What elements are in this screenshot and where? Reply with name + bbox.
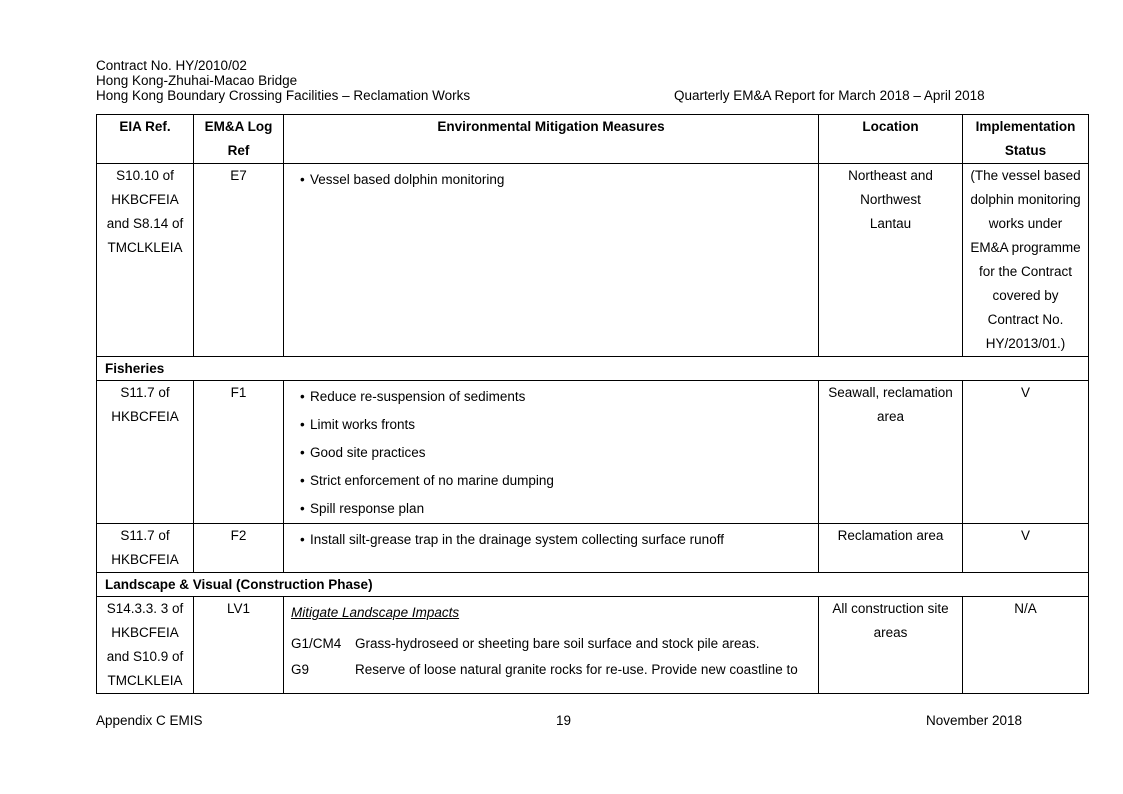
measure-text: Grass-hydroseed or sheeting bare soil surface and stock pile areas. — [355, 636, 760, 651]
col-status-line2: Status — [1004, 143, 1047, 158]
table-row — [97, 381, 1089, 524]
section-row-fisheries — [97, 357, 1089, 381]
project-name: Hong Kong-Zhuhai-Macao Bridge — [96, 73, 298, 88]
location-line: area — [876, 409, 905, 424]
table-row — [97, 597, 1089, 694]
status-line: works under — [988, 216, 1063, 231]
list-item: • Spill response plan — [300, 495, 818, 523]
measures-list — [284, 524, 818, 554]
status-line: HY/2013/01.) — [985, 336, 1066, 351]
eia-ref-line: S11.7 of — [120, 528, 170, 543]
eia-ref-line: S10.10 of — [116, 168, 174, 183]
table-header-row — [97, 115, 1089, 164]
status-cell: N/A — [963, 597, 1089, 694]
col-ema-log-ref — [194, 115, 284, 164]
footer-appendix: Appendix C EMIS — [96, 713, 203, 728]
section-title: Landscape & Visual (Construction Phase) — [97, 573, 1089, 597]
log-ref-cell: F2 — [194, 524, 284, 573]
measure-code: G1/CM4 — [291, 636, 342, 651]
emis-table — [96, 114, 1089, 694]
works-name: Hong Kong Boundary Crossing Facilities – Reclamation Works — [96, 88, 471, 103]
location-line: All construction site — [832, 601, 949, 616]
table-row — [97, 524, 1089, 573]
eia-ref-line: S11.7 of — [120, 385, 170, 400]
log-ref-cell: E7 — [194, 164, 284, 357]
status-cell: V — [963, 524, 1089, 573]
status-cell — [963, 164, 1089, 357]
location-line: Seawall, reclamation — [828, 385, 953, 400]
status-line: for the Contract — [978, 264, 1073, 279]
location-cell — [819, 524, 963, 573]
log-ref-cell: LV1 — [194, 597, 284, 694]
section-row-landscape — [97, 573, 1089, 597]
eia-ref-line: and S8.14 of — [106, 216, 184, 231]
col-status-line1: Implementation — [975, 119, 1076, 134]
eia-ref-line: TMCLKLEIA — [107, 240, 183, 255]
col-ema-log-line2: Ref — [227, 143, 250, 158]
measure-item — [291, 631, 818, 657]
status-line: dolphin monitoring — [970, 192, 1081, 207]
measure-text: Reserve of loose natural granite rocks for re-use. Provide new coastline to — [355, 662, 798, 677]
status-line: Contract No. — [987, 312, 1064, 327]
measure-code: G9 — [291, 662, 310, 677]
status-line: covered by — [992, 288, 1059, 303]
footer-date: November 2018 — [926, 713, 1023, 728]
location-cell — [819, 381, 963, 524]
measures-cell — [284, 524, 819, 573]
list-item: • Vessel based dolphin monitoring — [300, 166, 818, 194]
eia-ref-line: TMCLKLEIA — [107, 673, 183, 688]
eia-ref-line: HKBCFEIA — [111, 192, 179, 207]
status-cell: V — [963, 381, 1089, 524]
col-eia-ref: EIA Ref. — [97, 115, 194, 164]
list-item: • Install silt-grease trap in the drainage system collecting surface runoff — [300, 526, 818, 554]
section-title: Fisheries — [97, 357, 1089, 381]
eia-ref-line: and S10.9 of — [106, 649, 184, 664]
eia-ref-line: HKBCFEIA — [111, 625, 179, 640]
eia-ref-cell — [97, 524, 194, 573]
measures-cell — [284, 597, 819, 694]
col-ema-log-line1: EM&A Log — [204, 119, 273, 134]
location-line: Northeast and — [848, 168, 933, 183]
log-ref-cell: F1 — [194, 381, 284, 524]
list-item: • Limit works fronts — [300, 411, 818, 439]
location-cell — [819, 597, 963, 694]
list-item: • Good site practices — [300, 439, 818, 467]
measures-cell — [284, 381, 819, 524]
eia-ref-line: S14.3.3. 3 of — [106, 601, 184, 616]
measures-list — [284, 164, 818, 194]
location-line: areas — [873, 625, 908, 640]
eia-ref-line: HKBCFEIA — [111, 552, 179, 567]
report-title: Quarterly EM&A Report for March 2018 – April 2018 — [674, 88, 985, 103]
measure-item — [291, 657, 818, 683]
measures-list — [284, 381, 818, 523]
location-line: Northwest — [860, 192, 921, 207]
measures-cell — [284, 164, 819, 357]
col-location: Location — [819, 115, 963, 164]
status-line: (The vessel based — [970, 168, 1081, 183]
eia-ref-cell — [97, 597, 194, 694]
table-row — [97, 164, 1089, 357]
measure-title: Mitigate Landscape Impacts — [291, 605, 460, 620]
location-cell — [819, 164, 963, 357]
contract-number: Contract No. HY/2010/02 — [96, 58, 247, 73]
list-item: • Strict enforcement of no marine dumping — [300, 467, 818, 495]
eia-ref-line: HKBCFEIA — [111, 409, 179, 424]
page-number: 19 — [556, 713, 572, 728]
location-line: Lantau — [869, 216, 912, 231]
status-line: EM&A programme — [970, 240, 1081, 255]
col-status — [963, 115, 1089, 164]
list-item: • Reduce re-suspension of sediments — [300, 383, 818, 411]
col-measures: Environmental Mitigation Measures — [284, 115, 819, 164]
location-line: Reclamation area — [837, 528, 944, 543]
eia-ref-cell — [97, 381, 194, 524]
eia-ref-cell — [97, 164, 194, 357]
